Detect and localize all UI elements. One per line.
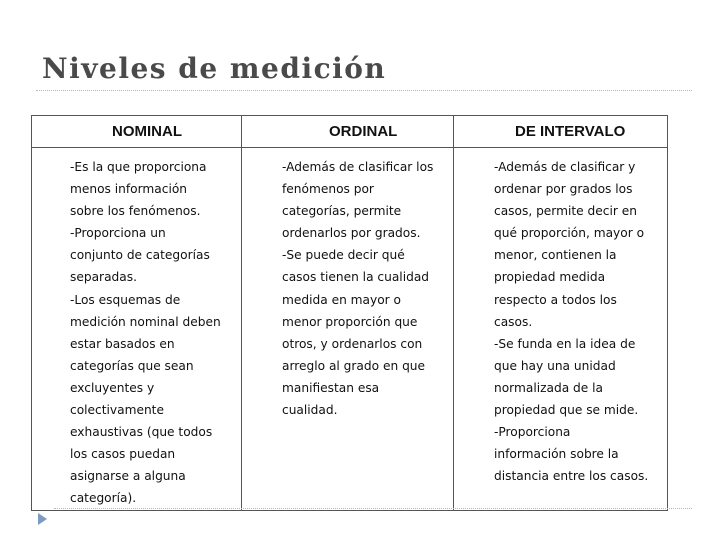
slide-title: Niveles de medición — [42, 52, 387, 85]
cell-ordinal-text: -Además de clasificar los fenómenos por categorías, permite ordenarlos por grados. -Se puede decir qué casos tienen la cualidad medida en mayor o menor proporción que otros, y ordenarlos con arreglo al grado en que manifiestan esa cualidad. — [282, 160, 434, 418]
cell-intervalo — [454, 148, 668, 511]
triangle-bullet-icon — [38, 513, 47, 525]
header-ordinal: ORDINAL — [242, 116, 454, 148]
cell-nominal-text: -Es la que proporciona menos información sobre los fenómenos. -Proporciona un conjunto de categorías separadas. -Los esquemas de medición nominal deben estar basados en categorías que sean excluyentes y colectivamente exhaustivas (que todos los casos puedan asignarse a alguna categoría). — [70, 160, 221, 506]
cell-intervalo-text: -Además de clasificar y ordenar por grados los casos, permite decir en qué proporción, mayor o menor, contienen la propiedad medida respecto a todos los casos. -Se funda en la idea de que hay una unidad normalizada de la propiedad que se mide. -Proporciona información sobre la distancia entre los casos. — [494, 160, 649, 484]
measurement-levels-table — [31, 115, 668, 511]
title-divider — [36, 90, 692, 91]
cell-nominal — [32, 148, 242, 511]
table-row — [32, 148, 668, 511]
cell-ordinal — [242, 148, 454, 511]
header-intervalo: DE INTERVALO — [454, 116, 668, 148]
footer-divider — [54, 508, 692, 509]
table-header-row — [32, 116, 668, 148]
header-nominal: NOMINAL — [32, 116, 242, 148]
